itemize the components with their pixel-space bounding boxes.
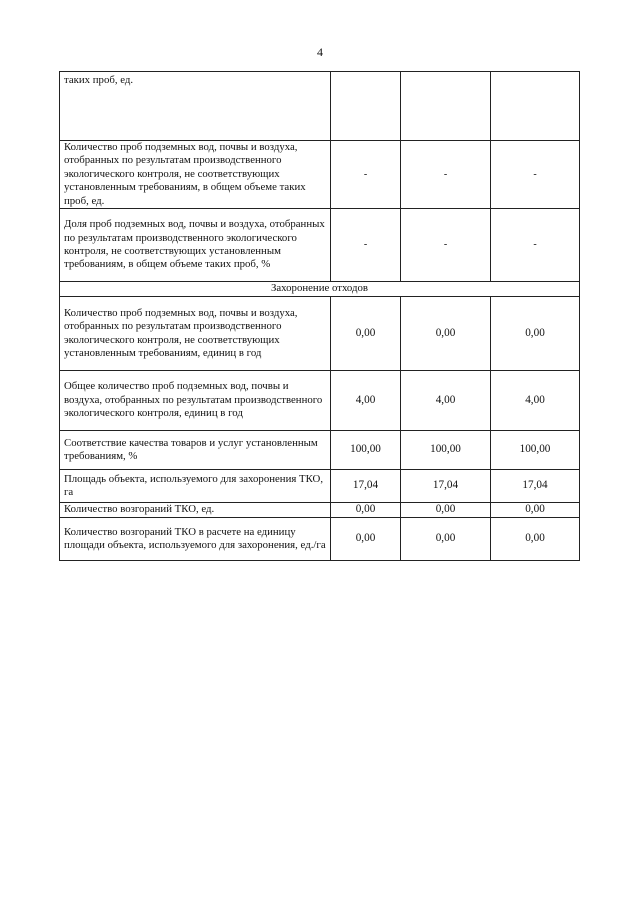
indicator-label: Количество проб подземных вод, почвы и воздуха, отобранных по результатам производственного экологического контроля, не соответствующих установленным требованиям, в общем объеме таких проб, ед. [60, 141, 331, 209]
value-cell: 0,00 [401, 297, 491, 371]
value-cell: 0,00 [491, 297, 580, 371]
indicators-table [59, 71, 580, 561]
value-cell [331, 72, 401, 141]
value-cell [401, 72, 491, 141]
indicator-label: Соответствие качества товаров и услуг установленным требованиям, % [60, 431, 331, 470]
indicator-label: таких проб, ед. [60, 72, 331, 141]
value-cell: 17,04 [491, 470, 580, 503]
value-cell [491, 72, 580, 141]
value-cell: - [331, 209, 401, 282]
value-cell: 17,04 [331, 470, 401, 503]
table-row [60, 503, 580, 518]
page-number: 4 [317, 45, 323, 59]
indicator-label: Количество возгораний ТКО, ед. [60, 503, 331, 518]
indicator-label: Количество возгораний ТКО в расчете на единицу площади объекта, используемого для захоронения, ед./га [60, 518, 331, 561]
value-cell: 4,00 [401, 371, 491, 431]
value-cell: - [401, 141, 491, 209]
value-cell: - [331, 141, 401, 209]
table-row [60, 72, 580, 141]
table-row [60, 209, 580, 282]
table-row [60, 297, 580, 371]
value-cell: 4,00 [331, 371, 401, 431]
value-cell: 0,00 [401, 503, 491, 518]
table-row [60, 141, 580, 209]
section-heading: Захоронение отходов [60, 282, 580, 297]
value-cell: 0,00 [331, 518, 401, 561]
value-cell: 0,00 [331, 297, 401, 371]
value-cell: 4,00 [491, 371, 580, 431]
indicator-label: Доля проб подземных вод, почвы и воздуха, отобранных по результатам производственного экологического контроля, не соответствующих установленным требованиям, в общем объеме таких проб, % [60, 209, 331, 282]
indicator-label: Площадь объекта, используемого для захоронения ТКО, га [60, 470, 331, 503]
value-cell: 17,04 [401, 470, 491, 503]
value-cell: 0,00 [491, 518, 580, 561]
indicator-label: Общее количество проб подземных вод, почвы и воздуха, отобранных по результатам производственного экологического контроля, единиц в год [60, 371, 331, 431]
table-row [60, 470, 580, 503]
value-cell: 100,00 [401, 431, 491, 470]
indicator-label: Количество проб подземных вод, почвы и воздуха, отобранных по результатам производственного экологического контроля, не соответствующих установленным требованиям, единиц в год [60, 297, 331, 371]
table-row [60, 371, 580, 431]
value-cell: 0,00 [491, 503, 580, 518]
table-row [60, 431, 580, 470]
table-row [60, 518, 580, 561]
value-cell: - [491, 209, 580, 282]
value-cell: 0,00 [401, 518, 491, 561]
section-row [60, 282, 580, 297]
value-cell: 0,00 [331, 503, 401, 518]
value-cell: - [401, 209, 491, 282]
value-cell: 100,00 [331, 431, 401, 470]
value-cell: 100,00 [491, 431, 580, 470]
value-cell: - [491, 141, 580, 209]
